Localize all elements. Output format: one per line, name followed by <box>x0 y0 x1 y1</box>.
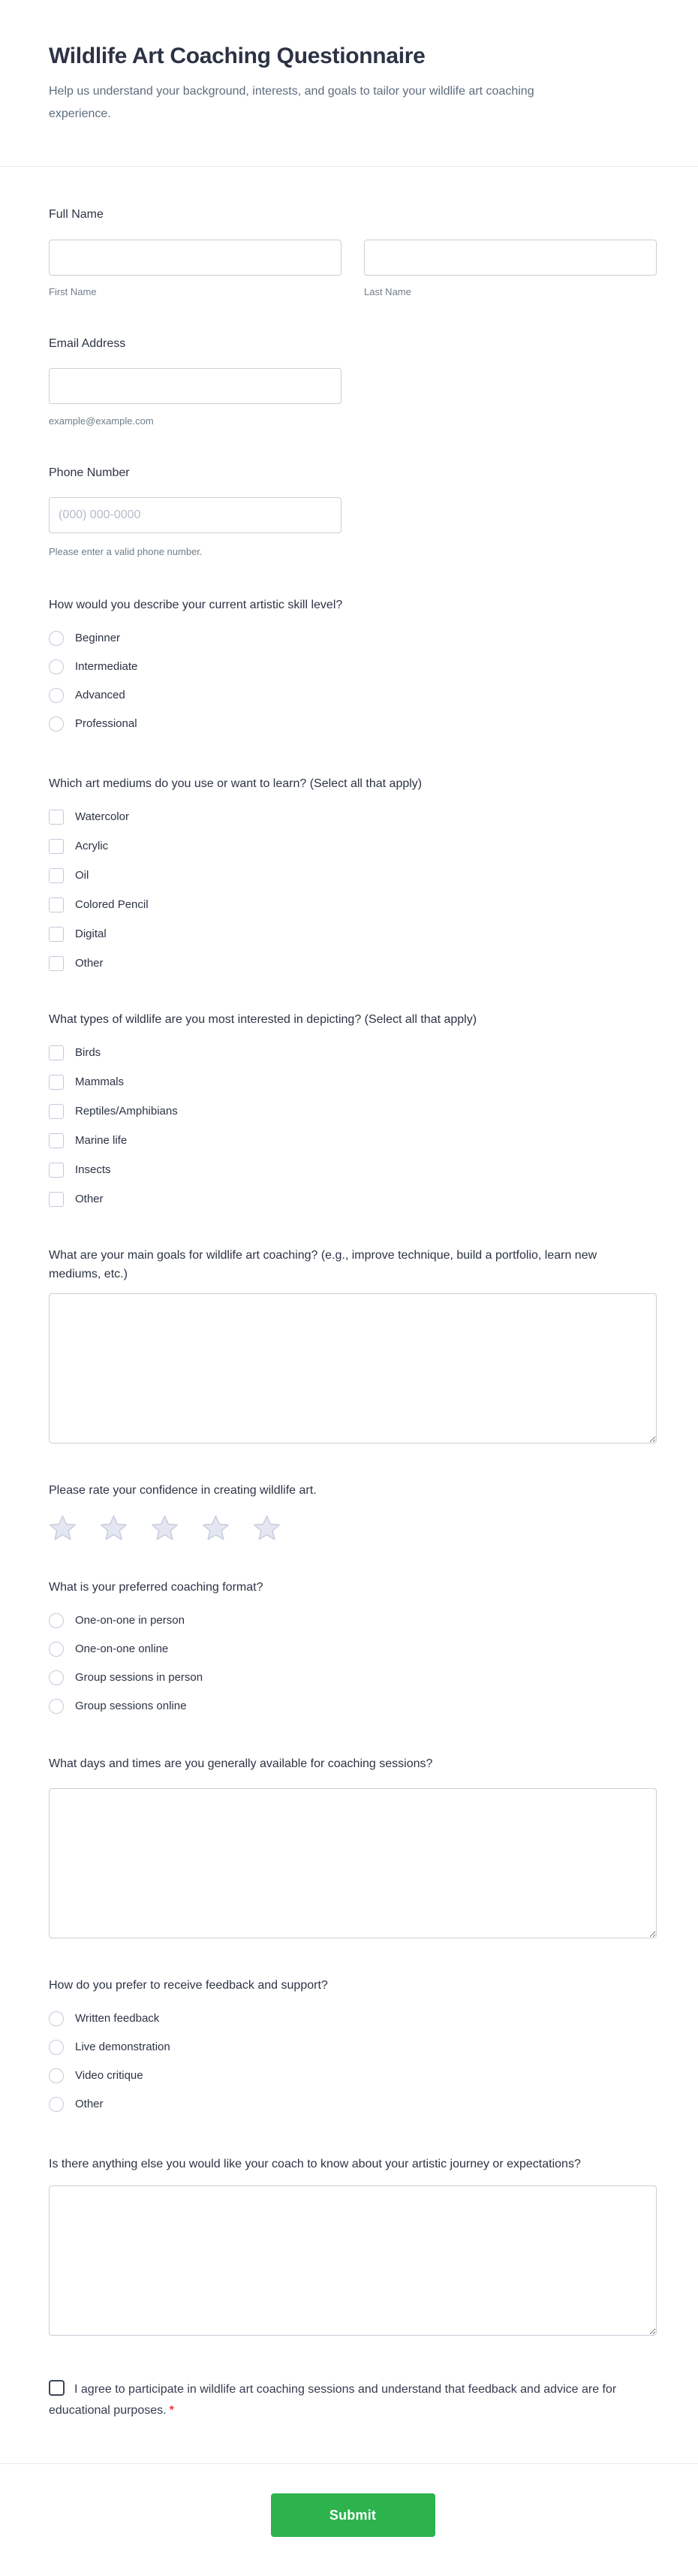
option-birds[interactable] <box>49 1045 101 1060</box>
star-icon[interactable] <box>49 1515 77 1541</box>
option-acrylic[interactable] <box>49 839 108 854</box>
star-rating[interactable] <box>49 1515 657 1541</box>
option-label: Other <box>75 957 104 970</box>
goals-textarea[interactable] <box>49 1293 657 1443</box>
availability-textarea[interactable] <box>49 1788 657 1938</box>
radio-button[interactable] <box>49 1670 64 1685</box>
option-label: Written feedback <box>75 2012 160 2025</box>
star-icon[interactable] <box>100 1515 128 1541</box>
checkbox[interactable] <box>49 1163 64 1178</box>
anything-else-textarea[interactable] <box>49 2185 657 2336</box>
first-name-sublabel: First Name <box>49 286 97 297</box>
option-label: One-on-one in person <box>75 1614 185 1627</box>
checkbox[interactable] <box>49 897 64 912</box>
format-question-label: What is your preferred coaching format? <box>49 1581 263 1594</box>
radio-button[interactable] <box>49 2097 64 2112</box>
radio-button[interactable] <box>49 716 64 731</box>
option-label: Professional <box>75 717 137 730</box>
phone-sublabel: Please enter a valid phone number. <box>49 546 203 557</box>
skill-options <box>49 631 657 731</box>
option-video-critique[interactable] <box>49 2068 143 2083</box>
radio-button[interactable] <box>49 1699 64 1714</box>
checkbox[interactable] <box>49 956 64 971</box>
availability-question-label: What days and times are you generally available for coaching sessions? <box>49 1757 433 1770</box>
option-label: Group sessions in person <box>75 1671 203 1684</box>
option-label: Advanced <box>75 689 125 701</box>
option-written-feedback[interactable] <box>49 2011 159 2026</box>
goals-question-label: What are your main goals for wildlife art coaching? (e.g., improve technique, build a portfolio, learn new mediums, etc.) <box>49 1249 597 1280</box>
skill-level-field <box>49 596 657 731</box>
checkbox[interactable] <box>49 1133 64 1148</box>
form-title: Wildlife Art Coaching Questionnaire <box>49 44 426 68</box>
form-subtitle: Help us understand your background, interests, and goals to tailor your wildlife art coaching experience. <box>49 85 534 120</box>
wildlife-types-field <box>49 1010 657 1207</box>
art-mediums-field <box>49 774 657 971</box>
feedback-options <box>49 2011 657 2112</box>
checkbox[interactable] <box>49 1045 64 1060</box>
option-label: Oil <box>75 869 89 882</box>
full-name-field <box>49 205 657 298</box>
option-label: Insects <box>75 1163 111 1176</box>
goals-field <box>49 1246 657 1443</box>
radio-button[interactable] <box>49 659 64 674</box>
email-sublabel: example@example.com <box>49 415 154 427</box>
coaching-format-field <box>49 1578 657 1714</box>
radio-button[interactable] <box>49 1613 64 1628</box>
email-label: Email Address <box>49 337 126 350</box>
checkbox[interactable] <box>49 839 64 854</box>
option-live-demonstration[interactable] <box>49 2040 170 2055</box>
option-label: Video critique <box>75 2069 143 2082</box>
option-professional[interactable] <box>49 716 137 731</box>
option-label: Watercolor <box>75 810 129 823</box>
option-label: One-on-one online <box>75 1642 169 1655</box>
option-label: Other <box>75 1193 104 1205</box>
option-insects[interactable] <box>49 1163 111 1178</box>
option-colored-pencil[interactable] <box>49 897 149 912</box>
feedback-preference-field <box>49 1976 657 2112</box>
option-reptiles-amphibians[interactable] <box>49 1104 178 1119</box>
format-options <box>49 1613 657 1714</box>
option-watercolor[interactable] <box>49 810 129 825</box>
mediums-options <box>49 810 657 971</box>
submit-row <box>49 2493 657 2576</box>
option-label: Reptiles/Amphibians <box>75 1105 178 1118</box>
option-group-online[interactable] <box>49 1699 186 1714</box>
wildlife-question-label: What types of wildlife are you most interested in depicting? (Select all that apply) <box>49 1013 477 1026</box>
footer-divider <box>0 2463 698 2464</box>
radio-button[interactable] <box>49 2040 64 2055</box>
option-digital[interactable] <box>49 927 107 942</box>
checkbox[interactable] <box>49 810 64 825</box>
full-name-label: Full Name <box>49 208 104 221</box>
option-label: Digital <box>75 928 107 940</box>
option-label: Colored Pencil <box>75 898 149 911</box>
option-oil[interactable] <box>49 868 89 883</box>
radio-button[interactable] <box>49 2068 64 2083</box>
option-one-on-one-in-person[interactable] <box>49 1613 185 1628</box>
anything-else-field <box>49 2155 657 2336</box>
option-one-on-one-online[interactable] <box>49 1642 168 1657</box>
required-asterisk: * <box>169 2404 174 2417</box>
option-label: Marine life <box>75 1134 128 1147</box>
option-group-in-person[interactable] <box>49 1670 203 1685</box>
agreement-row[interactable] <box>49 2379 657 2421</box>
option-label: Mammals <box>75 1075 125 1088</box>
confidence-question-label: Please rate your confidence in creating wildlife art. <box>49 1484 317 1497</box>
radio-button[interactable] <box>49 631 64 646</box>
wildlife-options <box>49 1045 657 1207</box>
option-advanced[interactable] <box>49 688 125 703</box>
agreement-checkbox[interactable] <box>49 2380 65 2396</box>
option-other-medium[interactable] <box>49 956 104 971</box>
option-label: Birds <box>75 1046 101 1059</box>
option-label: Other <box>75 2098 104 2110</box>
checkbox[interactable] <box>49 1192 64 1207</box>
option-other-wildlife[interactable] <box>49 1192 104 1207</box>
last-name-input[interactable] <box>364 240 657 276</box>
star-icon[interactable] <box>253 1515 281 1541</box>
option-mammals[interactable] <box>49 1075 124 1090</box>
option-marine-life[interactable] <box>49 1133 127 1148</box>
option-label: Live demonstration <box>75 2041 170 2053</box>
radio-button[interactable] <box>49 688 64 703</box>
checkbox[interactable] <box>49 1104 64 1119</box>
last-name-sublabel: Last Name <box>364 286 411 297</box>
checkbox[interactable] <box>49 927 64 942</box>
option-intermediate[interactable] <box>49 659 137 674</box>
checkbox[interactable] <box>49 1075 64 1090</box>
radio-button[interactable] <box>49 2011 64 2026</box>
submit-button[interactable]: Submit <box>271 2493 435 2537</box>
phone-field <box>49 463 657 558</box>
option-label: Group sessions online <box>75 1700 187 1712</box>
option-label: Beginner <box>75 632 121 644</box>
checkbox[interactable] <box>49 868 64 883</box>
star-icon[interactable] <box>151 1515 179 1541</box>
availability-field <box>49 1754 657 1938</box>
radio-button[interactable] <box>49 1642 64 1657</box>
email-input[interactable] <box>49 368 341 404</box>
option-beginner[interactable] <box>49 631 120 646</box>
email-field <box>49 334 657 427</box>
feedback-question-label: How do you prefer to receive feedback and support? <box>49 1979 328 1992</box>
anything-else-question-label: Is there anything else you would like your coach to know about your artistic journey or expectations? <box>49 2158 581 2170</box>
option-label: Intermediate <box>75 660 138 673</box>
header-divider <box>0 166 698 167</box>
phone-label: Phone Number <box>49 466 130 479</box>
confidence-rating-field <box>49 1481 657 1541</box>
skill-question-label: How would you describe your current artistic skill level? <box>49 599 343 611</box>
option-label: Acrylic <box>75 840 109 852</box>
star-icon[interactable] <box>202 1515 230 1541</box>
option-other-feedback[interactable] <box>49 2097 104 2112</box>
agreement-label: I agree to participate in wildlife art coaching sessions and understand that feedback and advice are for educational purposes. <box>49 2383 617 2417</box>
first-name-input[interactable] <box>49 240 341 276</box>
phone-input[interactable] <box>49 497 341 533</box>
form-header <box>49 0 657 125</box>
mediums-question-label: Which art mediums do you use or want to learn? (Select all that apply) <box>49 777 423 790</box>
